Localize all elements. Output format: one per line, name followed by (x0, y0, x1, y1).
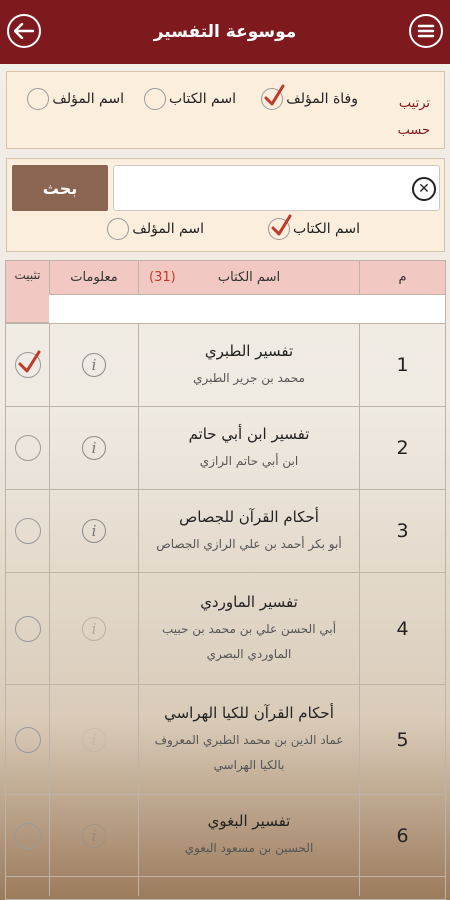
row-number: 3 (359, 490, 445, 572)
row-number (359, 877, 445, 896)
table-row[interactable] (6, 323, 445, 406)
column-header-number: م (359, 261, 445, 294)
book-title: تفسير ابن أبي حاتم (188, 424, 310, 443)
search-input[interactable] (113, 165, 440, 211)
row-number: 6 (359, 795, 445, 876)
row-number: 1 (359, 324, 445, 406)
book-author: الحسين بن مسعود البغوي (184, 841, 314, 855)
pin-cell (6, 573, 49, 684)
table-row[interactable] (6, 489, 445, 572)
sort-option-author-death[interactable] (261, 88, 358, 110)
book-name-cell (138, 795, 359, 876)
radio-checked-icon (261, 88, 283, 110)
pin-unchecked-icon[interactable] (15, 518, 41, 544)
book-name-cell (138, 324, 359, 406)
search-button[interactable]: بحث (12, 165, 108, 211)
search-panel (6, 158, 445, 252)
info-cell (49, 490, 138, 572)
book-name-cell (138, 877, 359, 896)
radio-checked-icon (268, 218, 290, 240)
table-body (6, 323, 445, 896)
book-title: تفسير الماوردي (200, 592, 298, 611)
row-number: 4 (359, 573, 445, 684)
sort-option-author-name[interactable] (27, 88, 124, 110)
pin-checked-icon[interactable] (15, 352, 41, 378)
sort-panel (6, 71, 445, 149)
column-header-label: اسم الكتاب (217, 270, 281, 285)
pin-cell (6, 407, 49, 489)
table-row[interactable] (6, 572, 445, 684)
table-subheader (49, 294, 445, 323)
book-name-cell (138, 685, 359, 794)
table-row[interactable] (6, 684, 445, 794)
info-icon[interactable]: i (82, 353, 106, 377)
pin-unchecked-icon[interactable] (15, 823, 41, 849)
info-icon[interactable]: i (82, 436, 106, 460)
book-author: محمد بن جرير الطبري (193, 370, 305, 385)
info-cell (49, 795, 138, 876)
book-author: عماد الدين بن محمد الطبري المعروف بالكيا الهراسي (154, 732, 344, 772)
book-title: تفسير الطبري (204, 341, 294, 360)
pin-unchecked-icon[interactable] (15, 727, 41, 753)
row-number: 2 (359, 407, 445, 489)
info-cell (49, 877, 138, 896)
pin-cell (6, 324, 49, 406)
radio-unchecked-icon (144, 88, 166, 110)
table-header (6, 261, 445, 294)
book-title: أحكام القرآن للكيا الهراسي (164, 703, 334, 722)
info-cell (49, 573, 138, 684)
search-option-label: اسم الكتاب (293, 221, 360, 237)
pin-unchecked-icon[interactable] (15, 435, 41, 461)
search-option-author-name[interactable] (107, 218, 204, 240)
column-header-pin: تثبيت (6, 261, 49, 323)
info-icon[interactable]: i (82, 617, 106, 641)
page-title: موسوعة التفسير (153, 22, 297, 42)
info-icon[interactable]: i (82, 728, 106, 752)
back-button[interactable] (7, 14, 41, 48)
sort-label: ترتيب حسب (397, 96, 430, 138)
book-name-cell (138, 573, 359, 684)
search-option-book-name[interactable] (268, 218, 360, 240)
book-name-cell (138, 490, 359, 572)
hamburger-menu-icon (417, 23, 435, 39)
book-name-cell (138, 407, 359, 489)
column-header-info: معلومات (49, 261, 138, 294)
sort-option-label: وفاة المؤلف (286, 91, 358, 107)
pin-cell (6, 490, 49, 572)
book-count-badge: (31) (149, 270, 176, 285)
info-icon[interactable]: i (82, 519, 106, 543)
book-author: ابن أبي حاتم الرازي (199, 453, 299, 468)
pin-cell (6, 877, 49, 896)
book-title: أحكام القرآن للجصاص (179, 507, 319, 526)
sort-option-book-name[interactable] (144, 88, 236, 110)
arrow-left-icon (14, 23, 34, 39)
info-cell (49, 685, 138, 794)
table-row[interactable] (6, 794, 445, 876)
table-row[interactable] (6, 876, 445, 896)
book-title: تفسير البغوي (207, 812, 291, 830)
info-cell (49, 407, 138, 489)
app-header (0, 0, 450, 64)
info-cell (49, 324, 138, 406)
pin-cell (6, 795, 49, 876)
search-option-label: اسم المؤلف (132, 221, 204, 237)
book-author: أبو بكر أحمد بن علي الرازي الجصاص (156, 536, 342, 551)
radio-unchecked-icon (107, 218, 129, 240)
sort-option-label: اسم الكتاب (169, 91, 236, 107)
book-author: أبي الحسن علي بن محمد بن حبيب الماوردي البصري (161, 621, 337, 661)
menu-button[interactable] (409, 14, 443, 48)
table-row[interactable] (6, 406, 445, 489)
radio-unchecked-icon (27, 88, 49, 110)
pin-unchecked-icon[interactable] (15, 616, 41, 642)
info-icon[interactable]: i (82, 824, 106, 848)
books-table (5, 260, 446, 900)
row-number: 5 (359, 685, 445, 794)
clear-icon[interactable]: ✕ (412, 177, 436, 201)
column-header-book-name (138, 261, 359, 294)
pin-cell (6, 685, 49, 794)
sort-option-label: اسم المؤلف (52, 91, 124, 107)
